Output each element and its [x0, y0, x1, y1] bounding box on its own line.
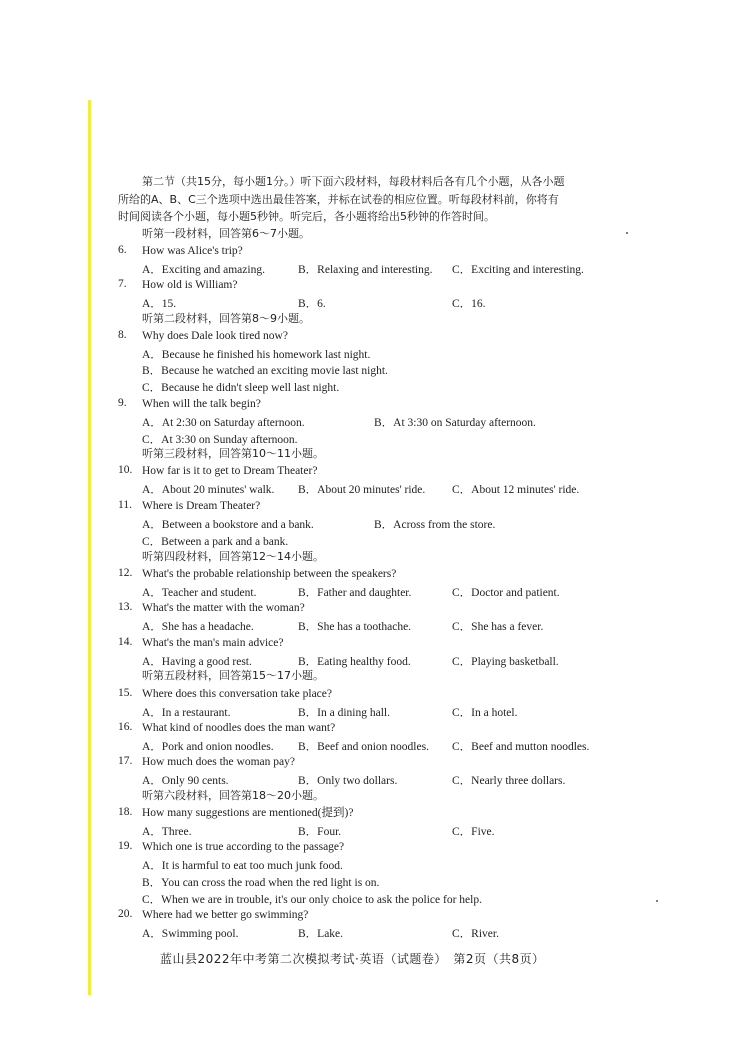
option-c: C．River. [452, 928, 499, 940]
question-text: How was Alice's trip? [142, 245, 243, 257]
question-text: How many suggestions are mentioned(提到)? [142, 807, 354, 819]
option-b: B．Father and daughter. [298, 587, 412, 599]
option-b: B．6. [298, 298, 326, 310]
option-a: A．Exciting and amazing. [142, 264, 265, 276]
question-text: What's the man's main advice? [142, 637, 284, 649]
option-c: C．Playing basketball. [452, 656, 559, 668]
option-c: C．Because he didn't sleep well last night. [142, 382, 340, 394]
option-b: B．Beef and onion noodles. [298, 741, 429, 753]
option-b: B．You can cross the road when the red light is on. [142, 877, 380, 889]
question-number: 19. [118, 840, 133, 852]
question-number: 9. [118, 397, 127, 409]
material-heading-3: 听第三段材料，回答第10～11小题。 [142, 447, 324, 460]
material-heading-5: 听第五段材料，回答第15～17小题。 [142, 669, 324, 682]
option-c: C．She has a fever. [452, 621, 544, 633]
option-a: A．Between a bookstore and a bank. [142, 519, 314, 531]
option-c: C．Exciting and interesting. [452, 264, 584, 276]
question-text: How much does the woman pay? [142, 756, 295, 768]
material-heading-2: 听第二段材料，回答第8～9小题。 [142, 312, 310, 325]
section-instruction-line2: 所给的A、B、C三个选项中选出最佳答案，并标在试卷的相应位置。听每段材料前，你将有 [118, 193, 559, 206]
option-b: B．Only two dollars. [298, 775, 398, 787]
option-a: A．Teacher and student. [142, 587, 257, 599]
option-a: A．15. [142, 298, 177, 310]
option-b: B．Eating healthy food. [298, 656, 411, 668]
question-number: 7. [118, 278, 127, 290]
question-number: 11. [118, 499, 132, 511]
option-c: C．16. [452, 298, 486, 310]
question-text: How far is it to get to Dream Theater? [142, 465, 318, 477]
question-number: 14. [118, 636, 133, 648]
question-number: 10. [118, 464, 133, 476]
option-c: C．When we are in trouble, it's our only choice to ask the police for help. [142, 894, 482, 906]
question-text: Which one is true according to the passage? [142, 841, 345, 853]
question-number: 6. [118, 244, 127, 256]
option-b: B．She has a toothache. [298, 621, 412, 633]
page-footer: 蓝山县2022年中考第二次模拟考试·英语（试题卷） 第2页（共8页） [160, 952, 545, 966]
option-b: B．Because he watched an exciting movie last night. [142, 365, 388, 377]
section-instruction-line1: 第二节（共15分，每小题1分。）听下面六段材料，每段材料后各有几个小题，从各小题 [142, 175, 565, 188]
option-c: C．In a hotel. [452, 707, 518, 719]
option-b: B．About 20 minutes' ride. [298, 484, 426, 496]
option-c: C．Beef and mutton noodles. [452, 741, 590, 753]
material-heading-4: 听第四段材料，回答第12～14小题。 [142, 550, 324, 563]
option-b: B．In a dining hall. [298, 707, 390, 719]
question-text: Where had we better go swimming? [142, 909, 309, 921]
question-number: 18. [118, 806, 133, 818]
option-b: B．At 3:30 on Saturday afternoon. [374, 417, 536, 429]
question-number: 8. [118, 329, 127, 341]
section-instruction-line3: 时间阅读各个小题，每小题5秒钟。听完后，各小题将给出5秒钟的作答时间。 [118, 210, 495, 223]
option-a: A．It is harmful to eat too much junk food. [142, 860, 343, 872]
question-text: Where is Dream Theater? [142, 500, 261, 512]
question-text: What kind of noodles does the man want? [142, 722, 336, 734]
option-c: C．At 3:30 on Sunday afternoon. [142, 434, 298, 446]
question-number: 12. [118, 567, 133, 579]
question-text: How old is William? [142, 279, 238, 291]
question-text: Why does Dale look tired now? [142, 330, 288, 342]
option-a: A．Having a good rest. [142, 656, 252, 668]
scan-speck [626, 232, 628, 234]
material-heading-6: 听第六段材料，回答第18～20小题。 [142, 789, 324, 802]
material-heading-1: 听第一段材料，回答第6～7小题。 [142, 227, 310, 240]
scan-speck [656, 900, 658, 902]
question-text: Where does this conversation take place? [142, 688, 332, 700]
question-text: What's the matter with the woman? [142, 602, 305, 614]
question-number: 17. [118, 755, 133, 767]
option-a: A．Swimming pool. [142, 928, 239, 940]
question-text: When will the talk begin? [142, 398, 261, 410]
question-number: 13. [118, 601, 133, 613]
option-a: A．Pork and onion noodles. [142, 741, 274, 753]
option-a: A．Three. [142, 826, 192, 838]
option-a: A．She has a headache. [142, 621, 254, 633]
option-a: A．Because he finished his homework last night. [142, 349, 371, 361]
option-b: B．Lake. [298, 928, 344, 940]
option-c: C．Between a park and a bank. [142, 536, 289, 548]
question-number: 15. [118, 687, 133, 699]
option-b: B．Across from the store. [374, 519, 496, 531]
option-a: A．About 20 minutes' walk. [142, 484, 275, 496]
question-text: What's the probable relationship between the speakers? [142, 568, 397, 580]
option-c: C．About 12 minutes' ride. [452, 484, 580, 496]
option-b: B．Relaxing and interesting. [298, 264, 433, 276]
question-number: 16. [118, 721, 133, 733]
question-number: 20. [118, 908, 133, 920]
option-a: A．At 2:30 on Saturday afternoon. [142, 417, 305, 429]
option-c: C．Nearly three dollars. [452, 775, 566, 787]
option-a: A．In a restaurant. [142, 707, 231, 719]
option-a: A．Only 90 cents. [142, 775, 229, 787]
option-b: B．Four. [298, 826, 342, 838]
option-c: C．Five. [452, 826, 495, 838]
option-c: C．Doctor and patient. [452, 587, 560, 599]
